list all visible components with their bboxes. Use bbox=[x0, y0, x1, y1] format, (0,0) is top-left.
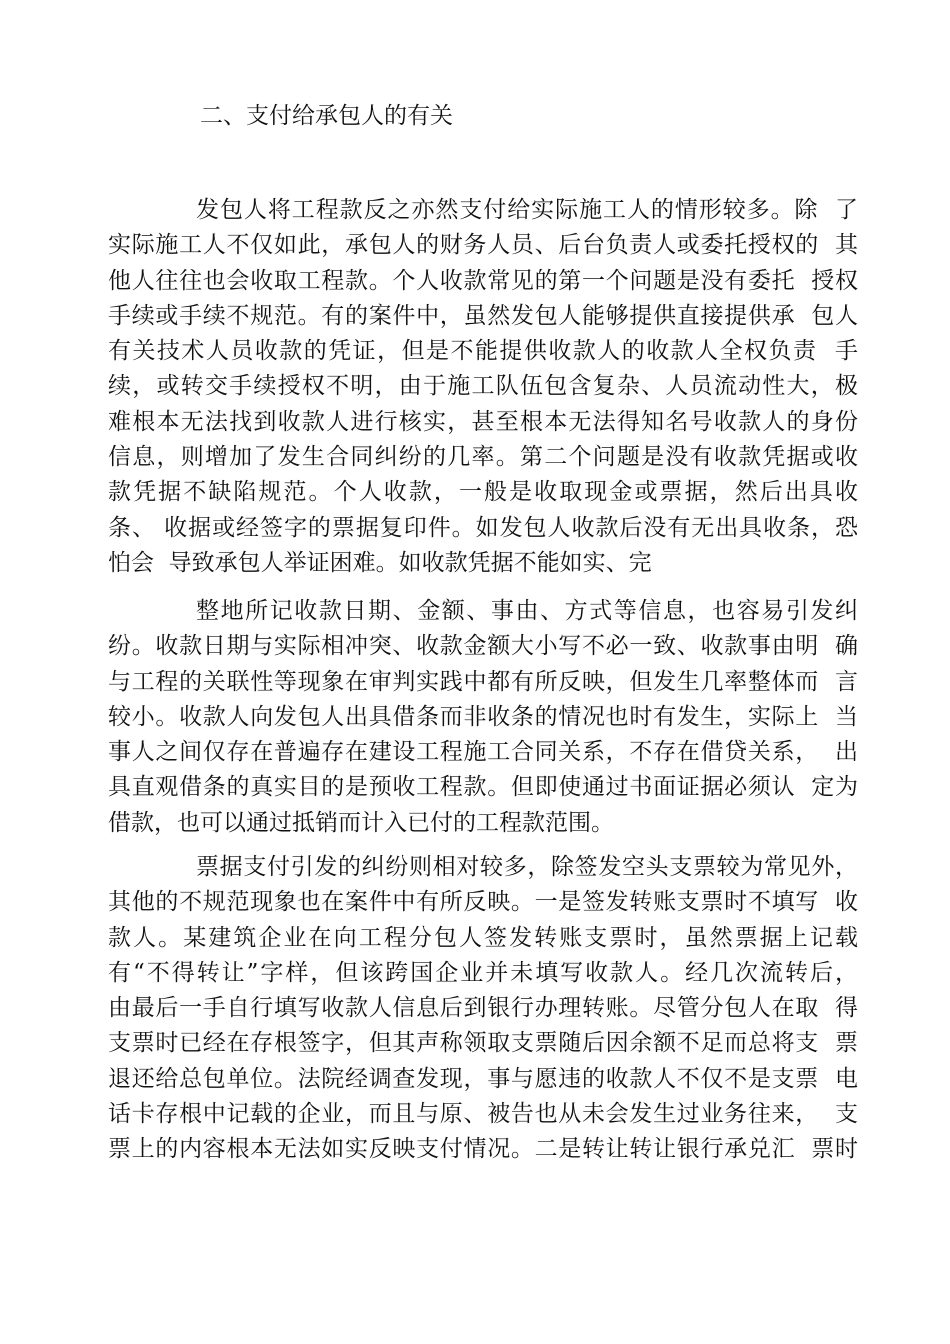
paragraph-line: 具直观借条的真实目的是预收工程款。但即使通过书面证据必须认 定为 bbox=[108, 774, 858, 801]
paragraph-line: 纷。收款日期与实际相冲突、收款金额大小写不必一致、收款事由明 确 bbox=[108, 633, 858, 660]
paragraph-line: 实际施工人不仅如此，承包人的财务人员、后台负责人或委托授权的 其 bbox=[108, 232, 858, 259]
paragraph-line: 与工程的关联性等现象在审判实践中都有所反映，但发生几率整体而 言 bbox=[108, 668, 858, 695]
paragraph-line: 信息，则增加了发生合同纠纷的几率。第二个问题是没有收款凭据或收 bbox=[108, 444, 858, 471]
paragraph-line: 续，或转交手续授权不明，由于施工队伍包含复杂、人员流动性大，极 bbox=[108, 373, 858, 400]
paragraph-line: 条、 收据或经签字的票据复印件。如发包人收款后没有无出具收条，恐 bbox=[108, 514, 858, 541]
paragraph-line: 他人往往也会收取工程款。个人收款常见的第一个问题是没有委托 授权 bbox=[108, 267, 858, 294]
paragraph-line: 由最后一手自行填写收款人信息后到银行办理转账。尽管分包人在取 得 bbox=[108, 995, 858, 1022]
paragraph-2 bbox=[108, 594, 858, 841]
paragraph-line: 发包人将工程款反之亦然支付给实际施工人的情形较多。除 了 bbox=[196, 197, 858, 223]
paragraph-line: 票据支付引发的纠纷则相对较多，除签发空头支票较为常见外， bbox=[196, 854, 858, 880]
paragraph-line: 有关技术人员收款的凭证，但是不能提供收款人的收款人全权负责 手 bbox=[108, 338, 858, 365]
section-heading: 二、支付给承包人的有关 bbox=[200, 103, 453, 129]
paragraph-3 bbox=[108, 850, 858, 1168]
paragraph-line: 借款，也可以通过抵销而计入已付的工程款范围。 bbox=[108, 809, 614, 836]
paragraph-line: 手续或手续不规范。有的案件中，虽然发包人能够提供直接提供承 包人 bbox=[108, 302, 858, 329]
paragraph-line: 怕会 导致承包人举证困难。如收款凭据不能如实、完 bbox=[108, 549, 652, 576]
paragraph-1 bbox=[108, 193, 858, 581]
paragraph-line: 款人。某建筑企业在向工程分包人签发转账支票时，虽然票据上记载 bbox=[108, 924, 858, 951]
paragraph-line: 较小。收款人向发包人出具借条而非收条的情况也时有发生，实际上 当 bbox=[108, 703, 858, 730]
paragraph-line: 退还给总包单位。法院经调查发现，事与愿违的收款人不仅不是支票 电 bbox=[108, 1065, 858, 1092]
paragraph-line: 难根本无法找到收款人进行核实，甚至根本无法得知名号收款人的身份 bbox=[108, 408, 858, 435]
paragraph-line: 其他的不规范现象也在案件中有所反映。一是签发转账支票时不填写 收 bbox=[108, 889, 858, 916]
paragraph-line: 款凭据不缺陷规范。个人收款，一般是收取现金或票据，然后出具收 bbox=[108, 479, 858, 506]
paragraph-line: 话卡存根中记载的企业，而且与原、被告也从未会发生过业务往来， 支 bbox=[108, 1101, 858, 1128]
paragraph-line: 事人之间仅存在普遍存在建设工程施工合同关系，不存在借贷关系， 出 bbox=[108, 739, 858, 766]
paragraph-line: 支票时已经在存根签字，但其声称领取支票随后因余额不足而总将支 票 bbox=[108, 1030, 858, 1057]
paragraph-line: 票上的内容根本无法如实反映支付情况。二是转让转让银行承兑汇 票时 bbox=[108, 1136, 858, 1163]
paragraph-line: 有“不得转让”字样，但该跨国企业并未填写收款人。经几次流转后， bbox=[108, 959, 858, 986]
paragraph-line: 整地所记收款日期、金额、事由、方式等信息，也容易引发纠 bbox=[196, 598, 858, 624]
